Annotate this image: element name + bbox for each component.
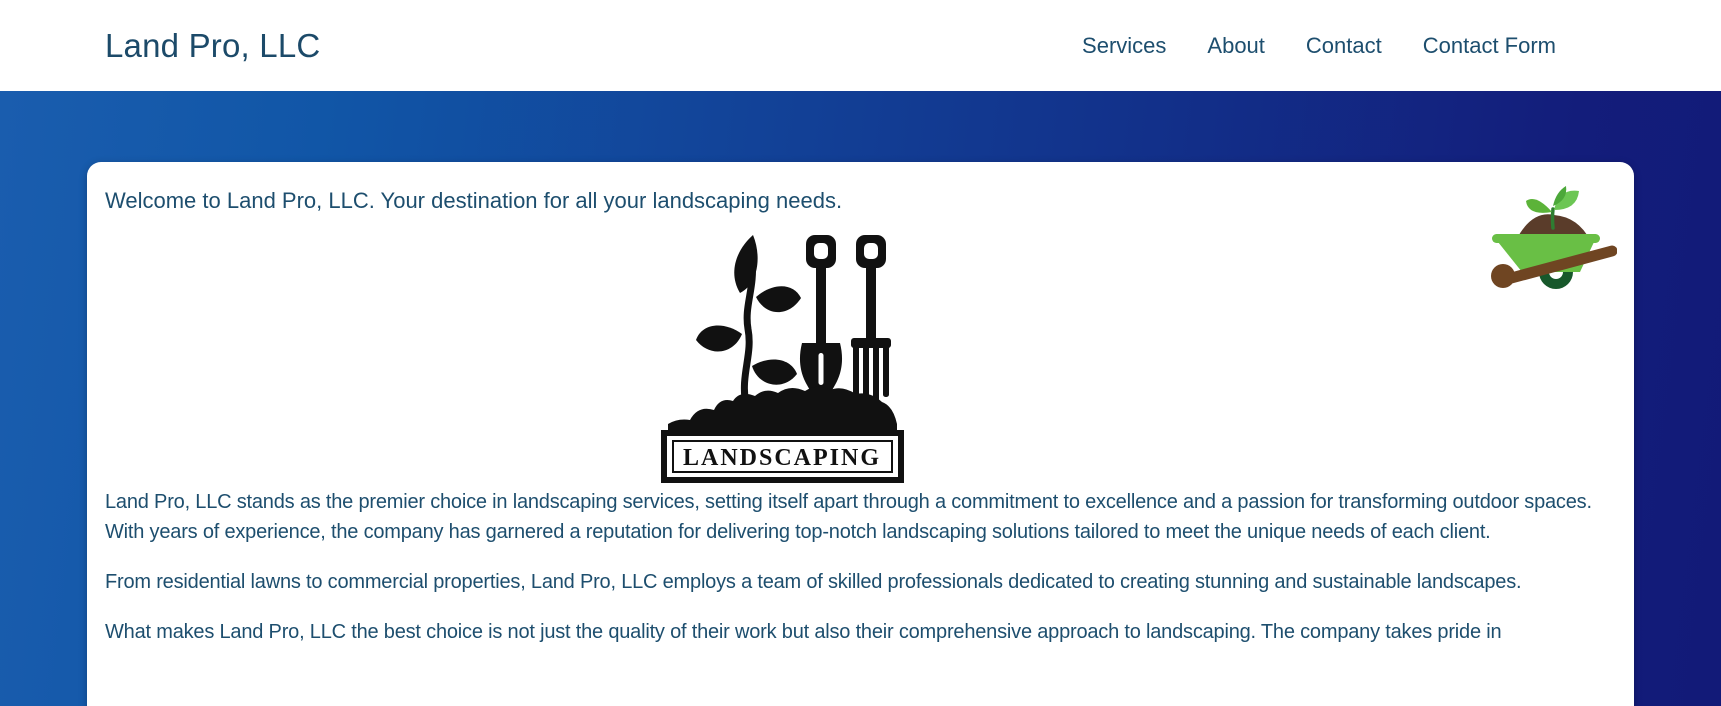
logo-caption-text: LANDSCAPING (682, 445, 882, 471)
landscaping-logo-image (660, 233, 905, 485)
team-paragraph: From residential lawns to commercial properties, Land Pro, LLC employs a team of skilled professionals dedicated to creating stunning and sustainable landscapes. (105, 571, 1522, 593)
logo-row (105, 233, 1616, 485)
content-card (87, 162, 1634, 706)
nav-link-services[interactable]: Services (1082, 32, 1167, 58)
top-navigation-bar (0, 0, 1721, 91)
nav-link-contact[interactable]: Contact (1305, 32, 1382, 58)
welcome-text: Welcome to Land Pro, LLC. Your destination for all your landscaping needs. (105, 188, 843, 213)
intro-paragraph: Land Pro, LLC stands as the premier choice in landscaping services, setting itself apart through a commitment to excellence and a passion for transforming outdoor spaces. With years of experience, the company has garnered a reputation for delivering top-notch landscaping solutions tailored to meet the unique needs of each client. (105, 491, 1592, 543)
nav-link-about[interactable]: About (1207, 32, 1265, 58)
page-background (0, 91, 1721, 706)
approach-paragraph: What makes Land Pro, LLC the best choice is not just the quality of their work but also their comprehensive approach to landscaping. The company takes pride in (105, 621, 1502, 643)
brand-title: Land Pro, LLC (105, 26, 321, 64)
nav-link-contact-form[interactable]: Contact Form (1422, 32, 1556, 58)
main-nav (1082, 33, 1556, 59)
